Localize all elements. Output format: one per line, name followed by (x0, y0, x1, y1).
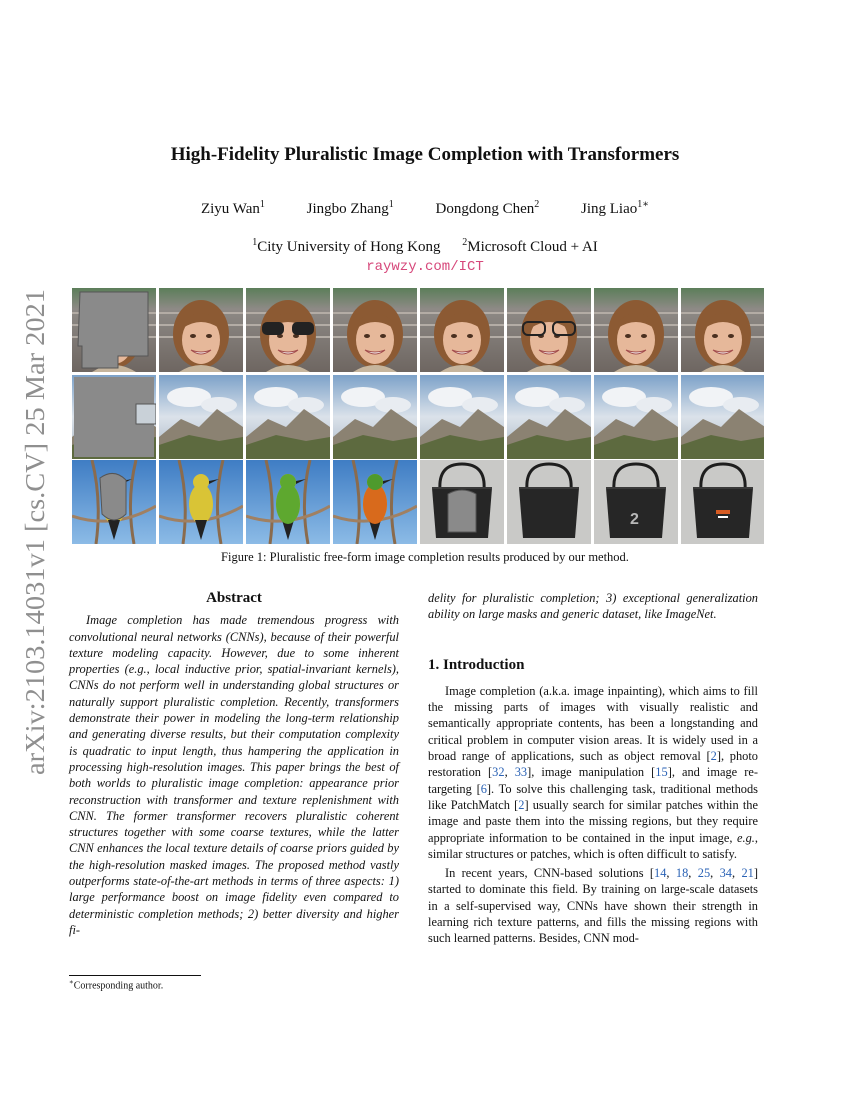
citation-link[interactable]: 32 (492, 765, 505, 780)
landscape-result (246, 375, 330, 459)
citation-link[interactable]: 21 (741, 866, 754, 881)
left-column (69, 590, 399, 938)
citation-link[interactable]: 25 (697, 866, 711, 881)
citation-link[interactable]: 34 (719, 866, 732, 881)
project-url[interactable]: raywzy.com/ICT (366, 259, 484, 275)
portrait-result (507, 288, 591, 372)
bag-result (594, 460, 678, 544)
bag-result (507, 460, 591, 544)
landscape-result (333, 375, 417, 459)
portrait-result (246, 288, 330, 372)
landscape-result (507, 375, 591, 459)
affiliation: $^2$Microsoft Cloud + AI (462, 237, 598, 255)
affiliation-list (0, 237, 850, 256)
introduction-heading: 1. Introduction (428, 656, 525, 673)
author-list (0, 199, 850, 218)
bag-input (420, 460, 504, 544)
abstract-heading: Abstract (206, 590, 262, 606)
portrait-result (594, 288, 678, 372)
portrait-result (420, 288, 504, 372)
right-column (428, 590, 758, 947)
bird-result (159, 460, 243, 544)
bird-input (72, 460, 156, 544)
bag-label-text: 2 (630, 511, 639, 528)
citation-link[interactable]: 6 (480, 781, 487, 796)
citation-link[interactable]: 2 (710, 749, 717, 764)
affiliation: $^1$City University of Hong Kong (252, 237, 441, 255)
portrait-result (159, 288, 243, 372)
abstract-continued: delity for pluralistic completion; 3) exceptional generalization ability on large masks and generic dataset, like ImageNet. (428, 591, 758, 622)
arxiv-stamp (14, 288, 54, 776)
citation-link[interactable]: 2 (518, 797, 525, 812)
figure-1-image-grid (72, 288, 764, 544)
landscape-input (72, 375, 156, 459)
author: Jing Liao$^{1∗}$ (580, 199, 650, 217)
landscape-result (594, 375, 678, 459)
figure-caption: Figure 1: Pluralistic free-form image completion results produced by our method. (221, 550, 629, 564)
arxiv-stamp-graphic (14, 288, 54, 776)
bird-result (333, 460, 417, 544)
footnote: ∗Corresponding author. (69, 978, 164, 992)
bird-result (246, 460, 330, 544)
portrait-input (72, 288, 156, 372)
citation-link[interactable]: 14 (654, 866, 667, 881)
citation-link[interactable]: 33 (514, 765, 528, 780)
citation-link[interactable]: 18 (675, 866, 689, 881)
bag-result (681, 460, 764, 544)
footnote-rule (69, 975, 201, 976)
landscape-result (420, 375, 504, 459)
citation-link[interactable]: 15 (655, 765, 668, 780)
landscape-result (681, 375, 764, 459)
author: Dongdong Chen$^2$ (435, 199, 540, 217)
author: Ziyu Wan$^1$ (200, 199, 265, 217)
arxiv-stamp-text: arXiv:2103.14031v1 [cs.CV] 25 Mar 2021 (20, 313, 50, 775)
landscape-result (159, 375, 243, 459)
portrait-result (333, 288, 417, 372)
paper-title: High-Fidelity Pluralistic Image Completion with Transformers (170, 144, 680, 165)
intro-paragraph: In recent years, CNN-based solutions [14, 18, 25, 34, 21] started to dominate this field. By training on large-scale datasets in a self-supervised way, CNNs have shown their strength in learning rich texture patterns, and fills the missing regions with such learned patterns. Besides, CNN mod- (428, 866, 758, 946)
intro-paragraph: Image completion (a.k.a. image inpainting), which aims to fill the missing parts of images with visually realistic and semantically appropriate contents, has been a longstanding and critical problem in computer vision areas. It is widely used in a broad range of applications, such as object removal [2], photo restoration [32, 33], image manipulation [15], and image re-targeting [6]. To solve this challenging task, traditional methods like PatchMatch [2] usually search for similar patches within the image and paste them into the missing regions, but they require appropriate information to be contained in the input image, e.g., similar structures or patches, which is often difficult to satisfy. (428, 683, 758, 861)
portrait-result (681, 288, 764, 372)
abstract-text: Image completion has made tremendous progress with convolutional neural networks (CNNs), because of their powerful texture modeling capacity. However, due to some inherent properties (e.g., local inductive prior, spatial-invariant kernels), CNNs do not perform well in understanding global structures or naturally support pluralistic completion. Recently, transformers demonstrate their power in modeling the long-term relationship and generating diverse results, but their computation complexity is quadratic to input length, thus hampering the application in processing high-resolution images. This paper brings the best of both worlds to pluralistic image completion: appearance prior reconstruction with transformer and texture replenishment with CNN. The former transformer recovers pluralistic coherent structures together with some coarse textures, while the latter CNN enhances the local texture details of coarse priors guided by the high-resolution masked images. The proposed method vastly outperforms state-of-the-art methods in terms of three aspects: 1) large performance boost on image fidelity even compared to deterministic completion methods; 2) better diversity and higher fi- (69, 613, 399, 937)
author: Jingbo Zhang$^1$ (306, 199, 394, 217)
figure-1 (72, 288, 764, 544)
